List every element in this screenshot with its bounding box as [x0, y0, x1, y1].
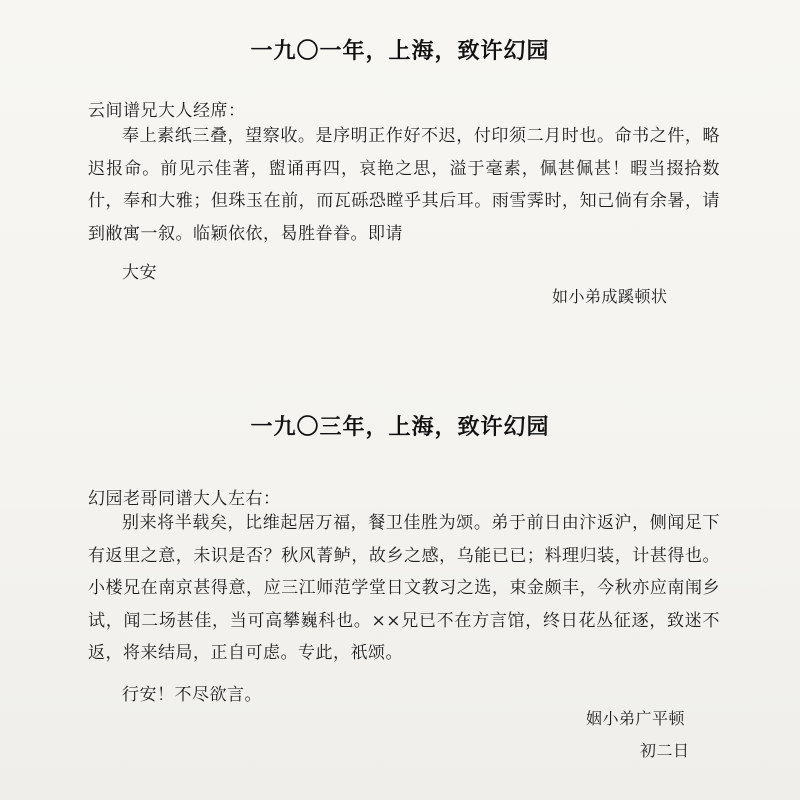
letter-1-title: 一九〇一年，上海，致许幻园 — [250, 38, 550, 64]
letter-2-closing: 行安！不尽欲言。 — [122, 685, 262, 705]
letter-1-signature: 如小弟成蹊顿状 — [552, 287, 668, 306]
letter-2-date: 初二日 — [640, 741, 690, 760]
letter-1-body: 奉上素纸三叠，望察收。是序明正作好不迟，付印须二月时也。命书之件，略迟报命。前见示佳著，盥诵再四，哀艳之思，溢于毫素，佩甚佩甚！暇当掇拾数什，奉和大雅；但珠玉在前，而瓦砾恐瞠乎其后耳。雨雪霁时，知己倘有余暑，请到敝寓一叙。临颖依依，曷胜眷眷。即请 — [88, 126, 720, 244]
letter-2-title: 一九〇三年，上海，致许幻园 — [250, 414, 550, 440]
letter-1-salutation: 云间谱兄大人经席： — [88, 101, 246, 121]
letter-2-salutation: 幻园老哥同谱大人左右： — [88, 489, 281, 509]
letter-1-closing: 大安 — [122, 263, 157, 283]
letter-2-signature: 姻小弟广平顿 — [586, 709, 686, 728]
letter-2-body: 别来将半载矣，比维起居万福，餐卫佳胜为颂。弟于前日由汴返沪，侧闻足下有返里之意，未识是否？秋风菁鲈，故乡之感，乌能已已；料理归装，计甚得也。小楼兄在南京甚得意，应三江师范学堂日文教习之选，束金颇丰，今秋亦应南闱乡试，闻二场甚佳，当可高攀巍科也。××兄已不在方言馆，终日花丛征逐，致迷不返，将来结局，正自可虑。专此，祇颂。 — [88, 513, 720, 664]
